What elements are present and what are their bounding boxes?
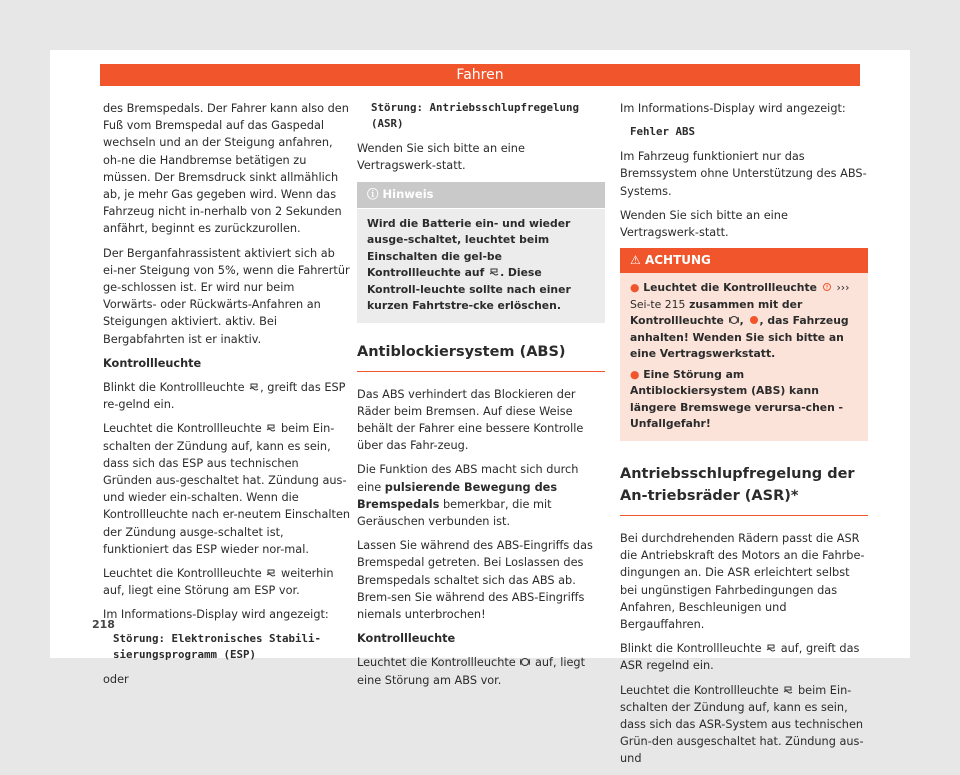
warning-triangle-icon: ⚠: [630, 253, 645, 268]
paragraph: Im Informations-Display wird angezeigt:: [620, 102, 846, 115]
warning-item: ● Leuchtet die Kontrollleuchte ››› Sei-te 215 zusammen mit der Kontrollleuchte , , das Fahrzeug anhalten! Wenden Sie sich bitte an eine Vertragswerkstatt.: [630, 281, 850, 361]
esp-warning-lamp-icon: [249, 382, 259, 392]
paragraph: oder: [103, 672, 129, 686]
info-icon: ⓘ: [367, 187, 383, 202]
paragraph: des Bremspedals. Der Fahrer kann also den Fuß vom Bremspedal auf das Gaspedal wechseln und an der Steigung anfahren, oh-ne die Handbremse betätigen zu müssen. Der Bremsdruck sinkt allmählich ab, je mehr Gas gegeben wird. Wenn das Fahrzeug nicht in-nerhalb von 2 Sekunden anfährt, beginnt es zurückzurollen.: [103, 102, 349, 236]
abs-warning-lamp-icon: [520, 657, 530, 667]
display-message: Fehler ABS: [630, 125, 696, 139]
stop-lamp-icon: [749, 315, 759, 325]
brake-lamp-icon: [822, 282, 832, 292]
bullet-icon: ●: [630, 367, 644, 381]
warning-item: ● Eine Störung am Antiblockiersystem (ABS) kann längere Bremswege verursa-chen - Unfallgefahr!: [630, 367, 844, 431]
paragraph: Im Informations-Display wird angezeigt:: [103, 608, 329, 622]
esp-warning-lamp-icon: [489, 267, 499, 277]
paragraph: Das ABS verhindert das Blockieren der Räder beim Bremsen. Auf diese Weise behält der Fahrer eine bessere Kontrolle über das Fahr-zeug.: [357, 387, 584, 453]
paragraph: Im Fahrzeug funktioniert nur das Bremssystem ohne Unterstützung des ABS-Systems.: [620, 150, 867, 198]
chapter-header: Fahren: [100, 64, 860, 86]
page-reference-link[interactable]: ››› Sei-te 215: [630, 281, 850, 311]
warning-body: [620, 273, 868, 441]
esp-warning-lamp-icon: [766, 643, 776, 653]
paragraph: Leuchtet die Kontrollleuchte beim Ein-schalten der Zündung auf, kann es sein, dass sich das ESP aus technischen Gründen aus-geschaltet hat. Zündung aus- und wieder ein-schalten. Wenn die Kontrollleuchte nach er-neutem Einschalten der Zündung ausge-schaltet ist, funktioniert das ESP wieder nor-mal.: [103, 422, 351, 556]
warning-header: ⚠ ACHTUNG: [620, 248, 868, 273]
paragraph: Der Berganfahrassistent aktiviert sich ab ei-ner Steigung von 5%, wenn die Fahrertür ge-schlossen ist. Er wird nur beim Vorwärts- oder Rückwärts-Anfahren an Steigungen aktiviert. aktiv. Bei Bergabfahrten ist er inaktiv.: [103, 246, 350, 346]
hint-header: ⓘ Hinweis: [357, 182, 605, 208]
section-heading-asr: Antriebsschlupfregelung der An-triebsräder (ASR)*: [620, 463, 868, 516]
esp-warning-lamp-icon: [266, 568, 276, 578]
column-3: [620, 100, 868, 775]
paragraph: Blinkt die Kontrollleuchte , greift das ESP re-gelnd ein.: [103, 381, 346, 412]
column-1: [103, 100, 351, 695]
esp-warning-lamp-icon: [266, 423, 276, 433]
paragraph: Leuchtet die Kontrollleuchte auf, liegt eine Störung am ABS vor.: [357, 656, 586, 687]
paragraph: Wenden Sie sich bitte an eine Vertragswerk-statt.: [357, 142, 525, 173]
bullet-icon: ●: [630, 281, 644, 295]
abs-warning-lamp-icon: [729, 315, 739, 325]
esp-warning-lamp-icon: [783, 685, 793, 695]
paragraph: Die Funktion des ABS macht sich durch eine pulsierende Bewegung des Bremspedals bemerkbar, die mit Geräuschen verbunden ist.: [357, 463, 579, 529]
warning-box: [620, 248, 868, 441]
paragraph: Lassen Sie während des ABS-Eingriffs das Bremspedal getreten. Bei Loslassen des Bremspedals schaltet sich das ABS ab. Brem-sen Sie während des ABS-Eingriffs niemals unterbrochen!: [357, 539, 593, 622]
page-number: 218: [92, 618, 115, 631]
paragraph: Leuchtet die Kontrollleuchte beim Ein-schalten der Zündung auf, kann es sein, dass sich das ASR-System aus technischen Grün-den ausgeschaltet hat. Zündung aus- und: [620, 683, 864, 766]
column-2: [357, 100, 605, 696]
display-message: Störung: Antriebsschlupfregelung (ASR): [371, 101, 580, 130]
subheading-kontrollleuchte: Kontrollleuchte: [103, 356, 202, 370]
paragraph: Bei durchdrehenden Rädern passt die ASR die Antriebskraft des Motors an die Fahrbe-dingungen an. Die ASR erleichtert selbst bei ungünstigen Fahrbedingungen das Anfahren, Beschleunigen und Bergauffahren.: [620, 531, 865, 631]
hint-body: Wird die Batterie ein- und wieder ausge-schaltet, leuchtet beim Einschalten die gel-be Kontrollleuchte auf . Diese Kontroll-leuchte sollte nach einer kurzen Fahrtstre-cke erlöschen.: [367, 216, 571, 313]
section-heading-abs: Antiblockiersystem (ABS): [357, 341, 605, 372]
paragraph: Leuchtet die Kontrollleuchte weiterhin auf, liegt eine Störung am ESP vor.: [103, 567, 334, 598]
hint-box: [357, 182, 605, 322]
paragraph: Wenden Sie sich bitte an eine Vertragswerk-statt.: [620, 208, 788, 240]
subheading-kontrollleuchte: Kontrollleuchte: [357, 632, 456, 646]
display-message: Störung: Elektronisches Stabili-sierungsprogramm (ESP): [113, 631, 322, 661]
paragraph: Blinkt die Kontrollleuchte auf, greift das ASR regelnd ein.: [620, 642, 860, 673]
